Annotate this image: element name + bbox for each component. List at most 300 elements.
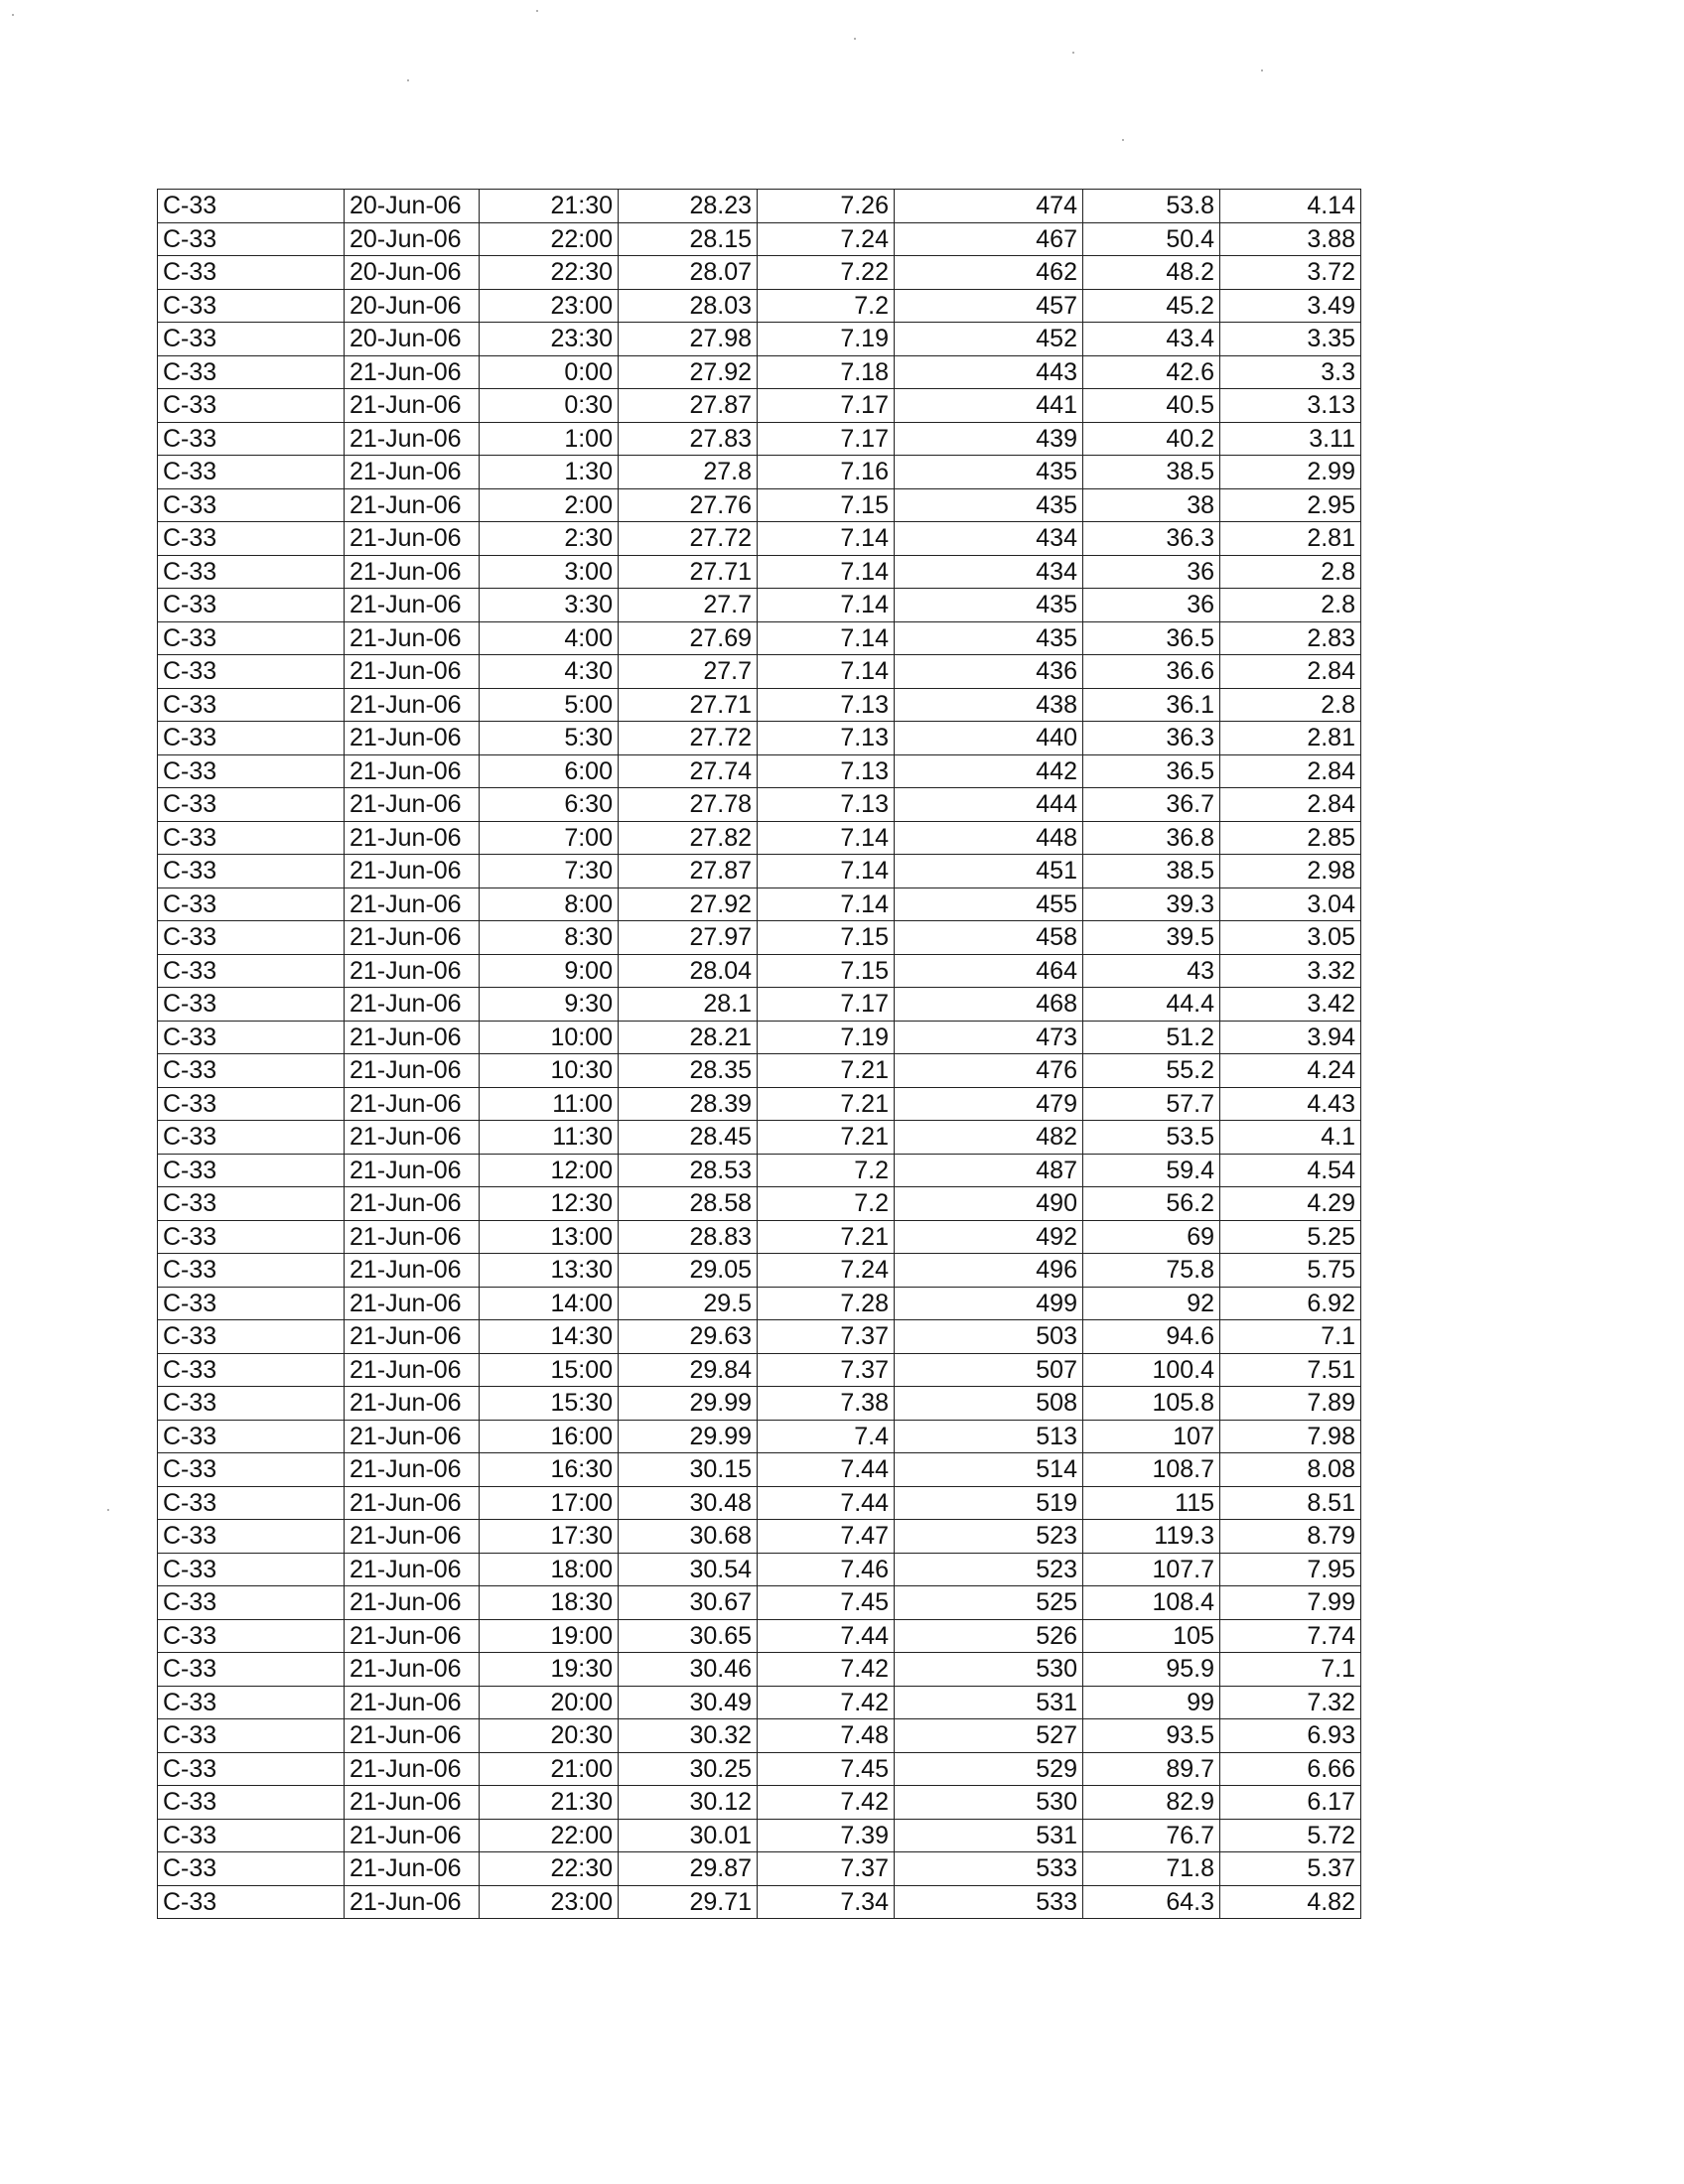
- ph-cell: 7.39: [758, 1819, 895, 1852]
- conductivity-cell: 457: [895, 289, 1083, 323]
- value-7-cell: 105: [1083, 1619, 1220, 1653]
- value-7-cell: 64.3: [1083, 1885, 1220, 1919]
- time-cell: 7:30: [480, 855, 619, 888]
- station-cell: C-33: [158, 256, 345, 290]
- date-cell: 21-Jun-06: [345, 754, 480, 788]
- station-cell: C-33: [158, 1453, 345, 1487]
- station-cell: C-33: [158, 1619, 345, 1653]
- value-7-cell: 108.7: [1083, 1453, 1220, 1487]
- time-cell: 1:30: [480, 456, 619, 489]
- date-cell: 20-Jun-06: [345, 190, 480, 223]
- value-8-cell: 4.43: [1220, 1087, 1361, 1121]
- value-7-cell: 43: [1083, 954, 1220, 988]
- station-cell: C-33: [158, 1752, 345, 1786]
- conductivity-cell: 435: [895, 589, 1083, 622]
- value-8-cell: 3.72: [1220, 256, 1361, 290]
- value-8-cell: 5.75: [1220, 1254, 1361, 1288]
- value-8-cell: 2.99: [1220, 456, 1361, 489]
- temperature-cell: 29.71: [619, 1885, 758, 1919]
- temperature-cell: 29.84: [619, 1353, 758, 1387]
- time-cell: 6:00: [480, 754, 619, 788]
- value-8-cell: 3.13: [1220, 389, 1361, 423]
- value-7-cell: 42.6: [1083, 355, 1220, 389]
- conductivity-cell: 476: [895, 1054, 1083, 1088]
- ph-cell: 7.37: [758, 1353, 895, 1387]
- date-cell: 21-Jun-06: [345, 1187, 480, 1221]
- table-row: [158, 722, 1361, 755]
- date-cell: 21-Jun-06: [345, 855, 480, 888]
- value-8-cell: 4.54: [1220, 1154, 1361, 1187]
- temperature-cell: 28.21: [619, 1021, 758, 1054]
- conductivity-cell: 435: [895, 488, 1083, 522]
- date-cell: 21-Jun-06: [345, 887, 480, 921]
- value-7-cell: 38.5: [1083, 855, 1220, 888]
- date-cell: 21-Jun-06: [345, 621, 480, 655]
- date-cell: 21-Jun-06: [345, 456, 480, 489]
- ph-cell: 7.2: [758, 289, 895, 323]
- time-cell: 22:00: [480, 222, 619, 256]
- temperature-cell: 30.68: [619, 1520, 758, 1554]
- data-table-body: [158, 190, 1361, 1919]
- date-cell: 21-Jun-06: [345, 389, 480, 423]
- ph-cell: 7.15: [758, 954, 895, 988]
- temperature-cell: 30.12: [619, 1786, 758, 1820]
- date-cell: 21-Jun-06: [345, 1121, 480, 1155]
- conductivity-cell: 436: [895, 655, 1083, 689]
- table-row: [158, 456, 1361, 489]
- value-7-cell: 75.8: [1083, 1254, 1220, 1288]
- ph-cell: 7.15: [758, 488, 895, 522]
- value-7-cell: 36.3: [1083, 722, 1220, 755]
- table-row: [158, 488, 1361, 522]
- ph-cell: 7.19: [758, 1021, 895, 1054]
- table-row: [158, 655, 1361, 689]
- value-8-cell: 3.04: [1220, 887, 1361, 921]
- time-cell: 7:00: [480, 821, 619, 855]
- time-cell: 3:30: [480, 589, 619, 622]
- scan-speck: [1072, 52, 1074, 54]
- conductivity-cell: 529: [895, 1752, 1083, 1786]
- time-cell: 5:30: [480, 722, 619, 755]
- conductivity-cell: 499: [895, 1287, 1083, 1320]
- station-cell: C-33: [158, 222, 345, 256]
- value-7-cell: 94.6: [1083, 1320, 1220, 1354]
- conductivity-cell: 492: [895, 1220, 1083, 1254]
- value-8-cell: 8.79: [1220, 1520, 1361, 1554]
- conductivity-cell: 487: [895, 1154, 1083, 1187]
- value-7-cell: 53.8: [1083, 190, 1220, 223]
- value-8-cell: 7.1: [1220, 1320, 1361, 1354]
- conductivity-cell: 443: [895, 355, 1083, 389]
- station-cell: C-33: [158, 522, 345, 556]
- temperature-cell: 30.48: [619, 1486, 758, 1520]
- date-cell: 21-Jun-06: [345, 422, 480, 456]
- conductivity-cell: 530: [895, 1786, 1083, 1820]
- ph-cell: 7.21: [758, 1054, 895, 1088]
- temperature-cell: 27.71: [619, 688, 758, 722]
- value-8-cell: 6.93: [1220, 1719, 1361, 1753]
- temperature-cell: 30.15: [619, 1453, 758, 1487]
- value-8-cell: 6.92: [1220, 1287, 1361, 1320]
- station-cell: C-33: [158, 1320, 345, 1354]
- table-row: [158, 1021, 1361, 1054]
- value-7-cell: 53.5: [1083, 1121, 1220, 1155]
- time-cell: 23:00: [480, 289, 619, 323]
- table-row: [158, 1852, 1361, 1886]
- time-cell: 8:00: [480, 887, 619, 921]
- time-cell: 22:30: [480, 256, 619, 290]
- conductivity-cell: 496: [895, 1254, 1083, 1288]
- table-row: [158, 754, 1361, 788]
- value-8-cell: 2.8: [1220, 555, 1361, 589]
- time-cell: 16:00: [480, 1420, 619, 1453]
- scan-speck: [854, 38, 856, 40]
- value-7-cell: 44.4: [1083, 988, 1220, 1022]
- time-cell: 23:00: [480, 1885, 619, 1919]
- conductivity-cell: 531: [895, 1686, 1083, 1719]
- value-8-cell: 8.08: [1220, 1453, 1361, 1487]
- date-cell: 21-Jun-06: [345, 821, 480, 855]
- table-row: [158, 1819, 1361, 1852]
- time-cell: 21:00: [480, 1752, 619, 1786]
- value-8-cell: 7.51: [1220, 1353, 1361, 1387]
- time-cell: 17:30: [480, 1520, 619, 1554]
- table-row: [158, 1786, 1361, 1820]
- table-row: [158, 988, 1361, 1022]
- table-row: [158, 621, 1361, 655]
- date-cell: 20-Jun-06: [345, 256, 480, 290]
- value-7-cell: 108.4: [1083, 1586, 1220, 1620]
- time-cell: 4:30: [480, 655, 619, 689]
- station-cell: C-33: [158, 1586, 345, 1620]
- conductivity-cell: 467: [895, 222, 1083, 256]
- table-row: [158, 1553, 1361, 1586]
- conductivity-cell: 448: [895, 821, 1083, 855]
- ph-cell: 7.2: [758, 1187, 895, 1221]
- conductivity-cell: 452: [895, 323, 1083, 356]
- ph-cell: 7.24: [758, 222, 895, 256]
- value-8-cell: 3.35: [1220, 323, 1361, 356]
- station-cell: C-33: [158, 655, 345, 689]
- value-8-cell: 7.89: [1220, 1387, 1361, 1421]
- value-8-cell: 5.25: [1220, 1220, 1361, 1254]
- table-row: [158, 1453, 1361, 1487]
- table-row: [158, 190, 1361, 223]
- value-7-cell: 36.5: [1083, 754, 1220, 788]
- ph-cell: 7.19: [758, 323, 895, 356]
- value-8-cell: 7.1: [1220, 1653, 1361, 1687]
- temperature-cell: 27.87: [619, 855, 758, 888]
- temperature-cell: 28.1: [619, 988, 758, 1022]
- temperature-cell: 28.23: [619, 190, 758, 223]
- conductivity-cell: 519: [895, 1486, 1083, 1520]
- station-cell: C-33: [158, 1686, 345, 1719]
- conductivity-cell: 458: [895, 921, 1083, 955]
- conductivity-cell: 451: [895, 855, 1083, 888]
- value-7-cell: 71.8: [1083, 1852, 1220, 1886]
- time-cell: 20:00: [480, 1686, 619, 1719]
- time-cell: 16:30: [480, 1453, 619, 1487]
- value-7-cell: 39.3: [1083, 887, 1220, 921]
- table-row: [158, 589, 1361, 622]
- table-row: [158, 1087, 1361, 1121]
- time-cell: 9:30: [480, 988, 619, 1022]
- date-cell: 21-Jun-06: [345, 1553, 480, 1586]
- temperature-cell: 27.69: [619, 621, 758, 655]
- station-cell: C-33: [158, 555, 345, 589]
- ph-cell: 7.17: [758, 422, 895, 456]
- table-row: [158, 1054, 1361, 1088]
- table-row: [158, 954, 1361, 988]
- conductivity-cell: 533: [895, 1885, 1083, 1919]
- value-8-cell: 4.14: [1220, 190, 1361, 223]
- date-cell: 21-Jun-06: [345, 1420, 480, 1453]
- value-8-cell: 2.8: [1220, 688, 1361, 722]
- value-7-cell: 36.7: [1083, 788, 1220, 822]
- conductivity-cell: 482: [895, 1121, 1083, 1155]
- station-cell: C-33: [158, 1254, 345, 1288]
- temperature-cell: 27.74: [619, 754, 758, 788]
- value-7-cell: 36.6: [1083, 655, 1220, 689]
- conductivity-cell: 444: [895, 788, 1083, 822]
- ph-cell: 7.14: [758, 821, 895, 855]
- station-cell: C-33: [158, 422, 345, 456]
- value-7-cell: 93.5: [1083, 1719, 1220, 1753]
- conductivity-cell: 468: [895, 988, 1083, 1022]
- table-row: [158, 821, 1361, 855]
- ph-cell: 7.15: [758, 921, 895, 955]
- value-7-cell: 38.5: [1083, 456, 1220, 489]
- value-7-cell: 107.7: [1083, 1553, 1220, 1586]
- value-7-cell: 82.9: [1083, 1786, 1220, 1820]
- date-cell: 21-Jun-06: [345, 1320, 480, 1354]
- time-cell: 10:30: [480, 1054, 619, 1088]
- value-7-cell: 36.3: [1083, 522, 1220, 556]
- conductivity-cell: 514: [895, 1453, 1083, 1487]
- temperature-cell: 29.05: [619, 1254, 758, 1288]
- ph-cell: 7.14: [758, 522, 895, 556]
- ph-cell: 7.2: [758, 1154, 895, 1187]
- date-cell: 21-Jun-06: [345, 1852, 480, 1886]
- table-row: [158, 921, 1361, 955]
- time-cell: 4:00: [480, 621, 619, 655]
- ph-cell: 7.4: [758, 1420, 895, 1453]
- time-cell: 1:00: [480, 422, 619, 456]
- time-cell: 2:30: [480, 522, 619, 556]
- table-row: [158, 1254, 1361, 1288]
- station-cell: C-33: [158, 1786, 345, 1820]
- ph-cell: 7.17: [758, 389, 895, 423]
- temperature-cell: 29.99: [619, 1420, 758, 1453]
- temperature-cell: 27.71: [619, 555, 758, 589]
- temperature-cell: 28.83: [619, 1220, 758, 1254]
- value-7-cell: 92: [1083, 1287, 1220, 1320]
- conductivity-cell: 503: [895, 1320, 1083, 1354]
- date-cell: 21-Jun-06: [345, 589, 480, 622]
- conductivity-cell: 490: [895, 1187, 1083, 1221]
- temperature-cell: 30.32: [619, 1719, 758, 1753]
- table-row: [158, 256, 1361, 290]
- ph-cell: 7.21: [758, 1087, 895, 1121]
- conductivity-cell: 438: [895, 688, 1083, 722]
- ph-cell: 7.13: [758, 788, 895, 822]
- conductivity-cell: 523: [895, 1553, 1083, 1586]
- scan-speck: [1122, 139, 1124, 141]
- value-8-cell: 2.84: [1220, 655, 1361, 689]
- station-cell: C-33: [158, 954, 345, 988]
- table-row: [158, 1619, 1361, 1653]
- value-8-cell: 7.74: [1220, 1619, 1361, 1653]
- value-8-cell: 3.88: [1220, 222, 1361, 256]
- ph-cell: 7.42: [758, 1653, 895, 1687]
- time-cell: 19:00: [480, 1619, 619, 1653]
- value-8-cell: 2.81: [1220, 722, 1361, 755]
- value-7-cell: 59.4: [1083, 1154, 1220, 1187]
- table-row: [158, 1885, 1361, 1919]
- value-8-cell: 6.66: [1220, 1752, 1361, 1786]
- station-cell: C-33: [158, 1885, 345, 1919]
- table-row: [158, 323, 1361, 356]
- time-cell: 21:30: [480, 1786, 619, 1820]
- station-cell: C-33: [158, 887, 345, 921]
- conductivity-cell: 435: [895, 621, 1083, 655]
- temperature-cell: 27.92: [619, 887, 758, 921]
- ph-cell: 7.13: [758, 688, 895, 722]
- value-7-cell: 105.8: [1083, 1387, 1220, 1421]
- ph-cell: 7.14: [758, 655, 895, 689]
- date-cell: 21-Jun-06: [345, 988, 480, 1022]
- temperature-cell: 27.82: [619, 821, 758, 855]
- value-7-cell: 45.2: [1083, 289, 1220, 323]
- scan-speck: [12, 14, 14, 16]
- ph-cell: 7.13: [758, 722, 895, 755]
- table-row: [158, 1387, 1361, 1421]
- temperature-cell: 30.01: [619, 1819, 758, 1852]
- time-cell: 15:00: [480, 1353, 619, 1387]
- value-7-cell: 99: [1083, 1686, 1220, 1719]
- temperature-cell: 27.92: [619, 355, 758, 389]
- station-cell: C-33: [158, 1520, 345, 1554]
- value-8-cell: 4.82: [1220, 1885, 1361, 1919]
- conductivity-cell: 441: [895, 389, 1083, 423]
- table-row: [158, 855, 1361, 888]
- conductivity-cell: 530: [895, 1653, 1083, 1687]
- date-cell: 21-Jun-06: [345, 788, 480, 822]
- conductivity-cell: 523: [895, 1520, 1083, 1554]
- conductivity-cell: 440: [895, 722, 1083, 755]
- conductivity-cell: 462: [895, 256, 1083, 290]
- temperature-cell: 27.87: [619, 389, 758, 423]
- conductivity-cell: 474: [895, 190, 1083, 223]
- temperature-cell: 27.72: [619, 722, 758, 755]
- temperature-cell: 28.39: [619, 1087, 758, 1121]
- date-cell: 21-Jun-06: [345, 1254, 480, 1288]
- value-8-cell: 4.24: [1220, 1054, 1361, 1088]
- date-cell: 21-Jun-06: [345, 1486, 480, 1520]
- value-7-cell: 36.8: [1083, 821, 1220, 855]
- station-cell: C-33: [158, 921, 345, 955]
- value-8-cell: 2.81: [1220, 522, 1361, 556]
- value-8-cell: 3.94: [1220, 1021, 1361, 1054]
- station-cell: C-33: [158, 1486, 345, 1520]
- temperature-cell: 27.72: [619, 522, 758, 556]
- date-cell: 21-Jun-06: [345, 1154, 480, 1187]
- date-cell: 21-Jun-06: [345, 1087, 480, 1121]
- time-cell: 18:00: [480, 1553, 619, 1586]
- value-7-cell: 36: [1083, 589, 1220, 622]
- date-cell: 21-Jun-06: [345, 522, 480, 556]
- ph-cell: 7.14: [758, 855, 895, 888]
- time-cell: 11:00: [480, 1087, 619, 1121]
- station-cell: C-33: [158, 1553, 345, 1586]
- station-cell: C-33: [158, 821, 345, 855]
- value-7-cell: 36: [1083, 555, 1220, 589]
- station-cell: C-33: [158, 1719, 345, 1753]
- station-cell: C-33: [158, 988, 345, 1022]
- table-row: [158, 1653, 1361, 1687]
- station-cell: C-33: [158, 1021, 345, 1054]
- conductivity-cell: 479: [895, 1087, 1083, 1121]
- time-cell: 11:30: [480, 1121, 619, 1155]
- time-cell: 22:00: [480, 1819, 619, 1852]
- time-cell: 0:00: [480, 355, 619, 389]
- time-cell: 8:30: [480, 921, 619, 955]
- conductivity-cell: 527: [895, 1719, 1083, 1753]
- value-8-cell: 6.17: [1220, 1786, 1361, 1820]
- conductivity-cell: 508: [895, 1387, 1083, 1421]
- value-7-cell: 115: [1083, 1486, 1220, 1520]
- date-cell: 21-Jun-06: [345, 488, 480, 522]
- value-7-cell: 55.2: [1083, 1054, 1220, 1088]
- station-cell: C-33: [158, 1154, 345, 1187]
- temperature-cell: 27.97: [619, 921, 758, 955]
- value-7-cell: 100.4: [1083, 1353, 1220, 1387]
- value-8-cell: 2.95: [1220, 488, 1361, 522]
- station-cell: C-33: [158, 1054, 345, 1088]
- station-cell: C-33: [158, 1087, 345, 1121]
- station-cell: C-33: [158, 456, 345, 489]
- station-cell: C-33: [158, 621, 345, 655]
- ph-cell: 7.24: [758, 1254, 895, 1288]
- ph-cell: 7.21: [758, 1121, 895, 1155]
- date-cell: 21-Jun-06: [345, 655, 480, 689]
- scan-speck: [407, 79, 409, 81]
- date-cell: 21-Jun-06: [345, 1054, 480, 1088]
- temperature-cell: 27.78: [619, 788, 758, 822]
- conductivity-cell: 531: [895, 1819, 1083, 1852]
- date-cell: 21-Jun-06: [345, 1453, 480, 1487]
- conductivity-cell: 507: [895, 1353, 1083, 1387]
- time-cell: 13:30: [480, 1254, 619, 1288]
- value-8-cell: 7.32: [1220, 1686, 1361, 1719]
- conductivity-cell: 525: [895, 1586, 1083, 1620]
- table-row: [158, 688, 1361, 722]
- date-cell: 21-Jun-06: [345, 1021, 480, 1054]
- table-row: [158, 289, 1361, 323]
- date-cell: 21-Jun-06: [345, 1220, 480, 1254]
- date-cell: 21-Jun-06: [345, 921, 480, 955]
- ph-cell: 7.44: [758, 1619, 895, 1653]
- table-row: [158, 1287, 1361, 1320]
- time-cell: 23:30: [480, 323, 619, 356]
- temperature-cell: 27.76: [619, 488, 758, 522]
- temperature-cell: 28.53: [619, 1154, 758, 1187]
- value-7-cell: 50.4: [1083, 222, 1220, 256]
- value-7-cell: 57.7: [1083, 1087, 1220, 1121]
- table-row: [158, 355, 1361, 389]
- table-row: [158, 1586, 1361, 1620]
- conductivity-cell: 435: [895, 456, 1083, 489]
